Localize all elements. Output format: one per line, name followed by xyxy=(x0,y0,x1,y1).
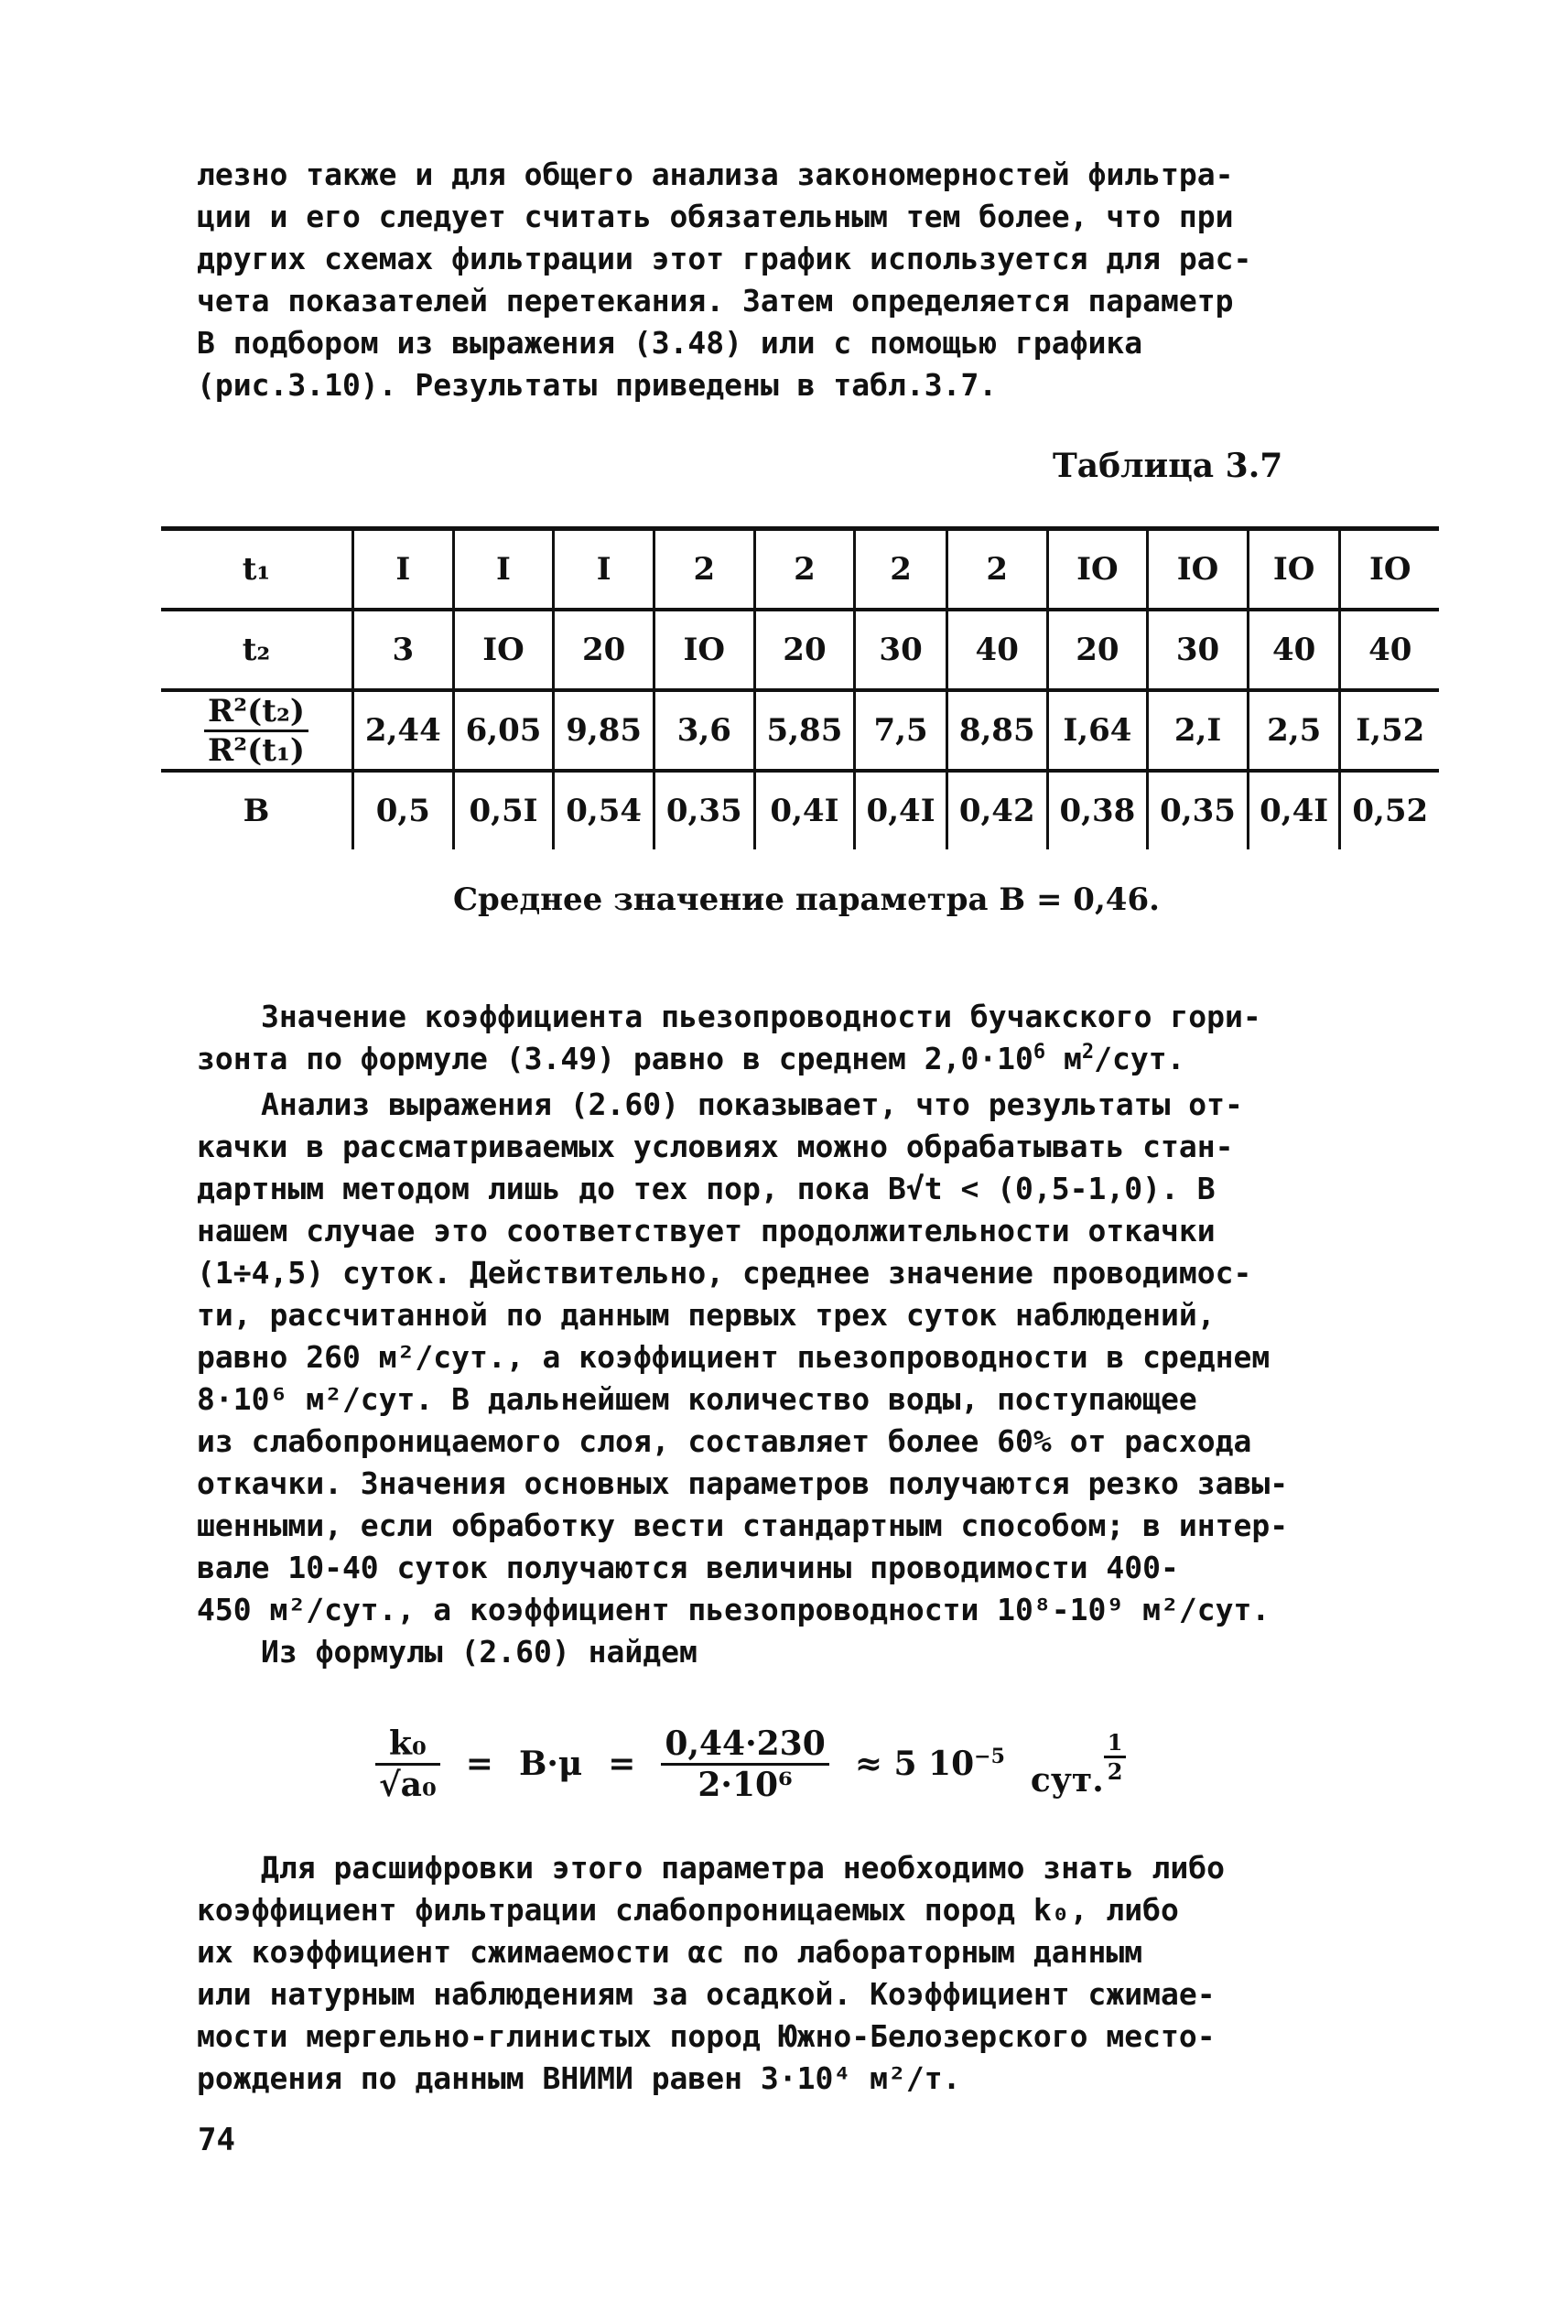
table-row-ratio xyxy=(161,690,1439,771)
table-cell: IO xyxy=(654,610,754,690)
text-fragment: зонта по формуле (3.49) равно в среднем 2,0·10 xyxy=(197,1041,1033,1076)
data-table xyxy=(161,526,1439,849)
table-cell: I xyxy=(453,529,554,611)
row-label: B xyxy=(161,771,353,849)
table-cell: 2 xyxy=(946,529,1047,611)
table-cell: 40 xyxy=(1248,610,1340,690)
page-number: 74 xyxy=(198,2122,235,2158)
text-line: лезно также и для общего анализа закономерностей фильтра- xyxy=(197,157,1234,192)
text-line: ти, рассчитанной по данным первых трех суток наблюдений, xyxy=(197,1297,1216,1333)
table-cell: I,52 xyxy=(1340,690,1439,771)
table-row-b xyxy=(161,771,1439,849)
exponent: 6 xyxy=(1033,1041,1046,1064)
table-cell: 0,54 xyxy=(554,771,654,849)
table-cell: I xyxy=(554,529,654,611)
table-cell: IO xyxy=(1248,529,1340,611)
mean-value-line: Среднее значение параметра В = 0,46. xyxy=(453,881,1160,918)
exponent: 2 xyxy=(1081,1041,1095,1064)
text-line: чета показателей перетекания. Затем определяется параметр xyxy=(197,283,1234,319)
fraction-numerator: 1 xyxy=(1104,1729,1127,1758)
fraction-denominator: 2·10⁶ xyxy=(697,1765,793,1804)
text-line: нашем случае это соответствует продолжительности откачки xyxy=(197,1213,1216,1248)
table-cell: 7,5 xyxy=(855,690,947,771)
formula-approx: ≈ 5 10 xyxy=(854,1745,975,1783)
formula xyxy=(375,1704,1245,1823)
table-cell: 30 xyxy=(855,610,947,690)
text-line: шенными, если обработку вести стандартным способом; в интер- xyxy=(197,1508,1289,1543)
text-line: вале 10-40 суток получаются величины проводимости 400- xyxy=(197,1550,1179,1585)
text-line: 8·10⁶ м²/сут. В дальнейшем количество воды, поступающее xyxy=(197,1381,1197,1417)
row-label: t₁ xyxy=(161,529,353,611)
table-caption: Таблица 3.7 xyxy=(1053,447,1283,485)
text-fragment: /сут. xyxy=(1094,1041,1185,1076)
text-line: качки в рассматриваемых условиях можно обрабатывать стан- xyxy=(197,1129,1234,1164)
equals-sign: = xyxy=(608,1745,636,1783)
fraction-numerator: 0,44·230 xyxy=(661,1724,828,1766)
formula-result xyxy=(855,1745,1005,1783)
text-fragment: м xyxy=(1045,1041,1082,1076)
fraction-denominator: 2 xyxy=(1107,1757,1123,1785)
table-cell: 40 xyxy=(946,610,1047,690)
text-line: других схемах фильтрации этот график используется для рас- xyxy=(197,241,1252,276)
table-cell: 2 xyxy=(654,529,754,611)
ratio-fraction xyxy=(204,693,308,769)
table-cell: 20 xyxy=(754,610,855,690)
table-cell: 0,35 xyxy=(1148,771,1249,849)
table-cell: 0,5I xyxy=(453,771,554,849)
table-cell: IO xyxy=(1047,529,1148,611)
row-label-fraction xyxy=(161,690,353,771)
table-cell: 2,I xyxy=(1148,690,1249,771)
table-cell: 6,05 xyxy=(453,690,554,771)
paragraph-intro xyxy=(197,154,1414,406)
table-cell: 2,5 xyxy=(1248,690,1340,771)
text-line: ции и его следует считать обязательным тем более, что при xyxy=(197,199,1234,234)
text-line: коэффициент фильтрации слабопроницаемых пород k₀, либо xyxy=(197,1892,1179,1928)
table-cell: IO xyxy=(1340,529,1439,611)
text-line: В подбором из выражения (3.48) или с помощью графика xyxy=(197,325,1143,361)
text-line: Анализ выражения (2.60) показывает, что результаты от- xyxy=(261,1086,1243,1122)
table-cell: 0,4I xyxy=(754,771,855,849)
table-cell: 40 xyxy=(1340,610,1439,690)
text-line: из слабопроницаемого слоя, составляет более 60% от расхода xyxy=(197,1423,1252,1459)
table-cell: 0,52 xyxy=(1340,771,1439,849)
text-line: дартным методом лишь до тех пор, пока В√t < (0,5-1,0). В xyxy=(197,1171,1216,1206)
table-cell: 30 xyxy=(1148,610,1249,690)
fraction-numerator: k₀ xyxy=(375,1724,440,1766)
text-line: (рис.3.10). Результаты приведены в табл.3.7. xyxy=(197,367,998,403)
text-line: 450 м²/сут., а коэффициент пьезопроводности 10⁸-10⁹ м²/сут. xyxy=(197,1592,1271,1627)
table-cell: 2 xyxy=(855,529,947,611)
table-row-t2 xyxy=(161,610,1439,690)
unit-text: сут. xyxy=(1030,1760,1104,1800)
table-cell: I xyxy=(353,529,454,611)
formula-unit xyxy=(1031,1729,1127,1800)
table-cell: 2 xyxy=(754,529,855,611)
table-cell: 20 xyxy=(554,610,654,690)
table-cell: 0,42 xyxy=(946,771,1047,849)
table-cell: IO xyxy=(453,610,554,690)
text-line: откачки. Значения основных параметров получаются резко завы- xyxy=(197,1465,1289,1501)
text-line xyxy=(197,1038,1414,1080)
table-row-t1 xyxy=(161,529,1439,611)
text-line: Для расшифровки этого параметра необходимо знать либо xyxy=(261,1850,1225,1886)
fraction-denominator: √a₀ xyxy=(379,1765,437,1804)
paragraph-analysis xyxy=(197,1084,1414,1673)
equals-sign: = xyxy=(465,1745,493,1783)
table-cell: 9,85 xyxy=(554,690,654,771)
table-cell: I,64 xyxy=(1047,690,1148,771)
table-cell: 3 xyxy=(353,610,454,690)
formula-middle-term: B·μ xyxy=(518,1745,583,1783)
table-cell: 5,85 xyxy=(754,690,855,771)
formula-lhs-fraction xyxy=(375,1724,440,1804)
fraction-denominator: R²(t₁) xyxy=(208,731,305,769)
row-label: t₂ xyxy=(161,610,353,690)
text-line: равно 260 м²/сут., а коэффициент пьезопроводности в среднем xyxy=(197,1339,1271,1375)
table-cell: 0,38 xyxy=(1047,771,1148,849)
table-cell: 0,35 xyxy=(654,771,754,849)
table-cell: 8,85 xyxy=(946,690,1047,771)
unit-exponent-fraction xyxy=(1104,1729,1127,1785)
text-line: их коэффициент сжимаемости αс по лабораторным данным xyxy=(197,1934,1143,1970)
text-line: рождения по данным ВНИМИ равен 3·10⁴ м²/т. xyxy=(197,2060,961,2096)
paragraph-diffusivity xyxy=(197,996,1414,1080)
exponent: −5 xyxy=(974,1745,1005,1768)
table-cell: 20 xyxy=(1047,610,1148,690)
table-cell: 2,44 xyxy=(353,690,454,771)
text-line: (1÷4,5) суток. Действительно, среднее значение проводимос- xyxy=(197,1255,1252,1291)
table-cell: IO xyxy=(1148,529,1249,611)
text-line: Значение коэффициента пьезопроводности бучакского гори- xyxy=(261,999,1261,1034)
text-line: или натурным наблюдениям за осадкой. Коэффициент сжимае- xyxy=(197,1976,1216,2012)
table-cell: 0,4I xyxy=(1248,771,1340,849)
text-line: Из формулы (2.60) найдем xyxy=(261,1634,697,1670)
table-cell: 3,6 xyxy=(654,690,754,771)
table-cell: 0,4I xyxy=(855,771,947,849)
table-cell: 0,5 xyxy=(353,771,454,849)
fraction-numerator: R²(t₂) xyxy=(204,693,308,732)
text-line: мости мергельно-глинистых пород Южно-Белозерского место- xyxy=(197,2018,1216,2054)
formula-rhs-fraction xyxy=(661,1724,828,1804)
paragraph-decoding xyxy=(197,1847,1414,2100)
